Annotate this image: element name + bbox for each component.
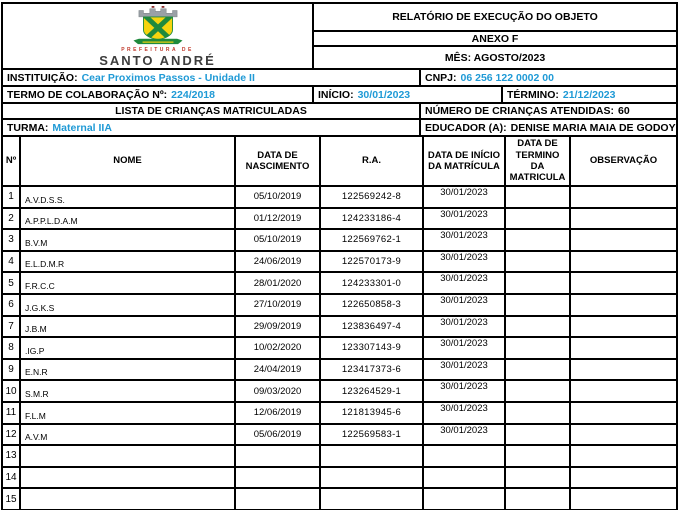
cell-number: 3 [3, 230, 21, 250]
cell-name: J.G.K.S [21, 295, 236, 315]
logo-cell [3, 4, 314, 68]
title-block [314, 4, 676, 68]
cell-observation [571, 209, 676, 229]
table-header-row [3, 137, 676, 187]
agreement-field [3, 87, 314, 102]
cell-ra: 122570173-9 [321, 252, 424, 272]
cell-birthdate: 12/06/2019 [236, 403, 321, 423]
cell-name: F.L.M [21, 403, 236, 423]
cell-observation [571, 360, 676, 380]
cell-birthdate: 05/10/2019 [236, 230, 321, 250]
end-value: 21/12/2023 [562, 88, 616, 101]
table-row [3, 338, 676, 360]
educator-field [421, 120, 676, 135]
class-field [3, 120, 421, 135]
cell-birthdate: 10/02/2020 [236, 338, 321, 358]
educator-label: EDUCADOR (A): [425, 121, 507, 134]
cell-enroll-end [506, 468, 571, 488]
table-row [3, 468, 676, 490]
cell-number: 10 [3, 381, 21, 401]
end-field [503, 87, 676, 102]
educator-value: DENISE MARIA MAIA DE GODOY [510, 121, 676, 134]
header-birthdate: DATA DE NASCIMENTO [236, 137, 321, 185]
cell-number: 11 [3, 403, 21, 423]
cell-enroll-end [506, 209, 571, 229]
class-row [3, 120, 676, 137]
table-row [3, 360, 676, 382]
cell-enroll-end [506, 317, 571, 337]
cell-enroll-end [506, 338, 571, 358]
cell-enroll-start: 30/01/2023 [424, 317, 506, 337]
cell-enroll-start: 30/01/2023 [424, 403, 506, 423]
cell-ra: 122650858-3 [321, 295, 424, 315]
institution-value: Cear Proximos Passos - Unidade II [81, 71, 255, 84]
cell-birthdate: 05/10/2019 [236, 187, 321, 207]
cell-name: E.L.D.M.R [21, 252, 236, 272]
cell-name: S.M.R [21, 381, 236, 401]
cell-observation [571, 468, 676, 488]
cell-enroll-end [506, 381, 571, 401]
cell-name [21, 468, 236, 488]
table-row [3, 187, 676, 209]
cell-ra: 123417373-6 [321, 360, 424, 380]
cell-observation [571, 381, 676, 401]
cell-enroll-end [506, 295, 571, 315]
cell-observation [571, 403, 676, 423]
cell-enroll-start: 30/01/2023 [424, 338, 506, 358]
cell-enroll-start: 30/01/2023 [424, 209, 506, 229]
list-title-row [3, 104, 676, 120]
table-row [3, 252, 676, 274]
cell-ra: 124233186-4 [321, 209, 424, 229]
table-row [3, 209, 676, 231]
cell-enroll-end [506, 187, 571, 207]
table-row [3, 317, 676, 339]
table-row [3, 295, 676, 317]
cell-ra: 122569583-1 [321, 425, 424, 445]
list-title: LISTA DE CRIANÇAS MATRICULADAS [3, 104, 421, 118]
cell-enroll-start: 30/01/2023 [424, 230, 506, 250]
cell-observation [571, 187, 676, 207]
cell-enroll-start: 30/01/2023 [424, 252, 506, 272]
cell-observation [571, 338, 676, 358]
cell-name [21, 446, 236, 466]
class-value: Maternal IIA [52, 121, 112, 134]
cell-observation [571, 425, 676, 445]
cell-enroll-end [506, 360, 571, 380]
cell-observation [571, 317, 676, 337]
cell-observation [571, 446, 676, 466]
cell-name: A.P.P.L.D.A.M [21, 209, 236, 229]
cell-ra [321, 468, 424, 488]
header-ra: R.A. [321, 137, 424, 185]
table-row [3, 446, 676, 468]
cell-birthdate: 29/09/2019 [236, 317, 321, 337]
cell-number: 7 [3, 317, 21, 337]
cell-number: 12 [3, 425, 21, 445]
cell-ra: 122569242-8 [321, 187, 424, 207]
cell-birthdate [236, 468, 321, 488]
table-row [3, 381, 676, 403]
agreement-value: 224/2018 [171, 88, 215, 101]
cell-observation [571, 295, 676, 315]
institution-field [3, 70, 421, 85]
cell-birthdate: 01/12/2019 [236, 209, 321, 229]
cell-enroll-end [506, 489, 571, 509]
cell-name [21, 489, 236, 509]
table-row [3, 273, 676, 295]
cell-number: 2 [3, 209, 21, 229]
month-label: MÊS: AGOSTO/2023 [444, 51, 546, 64]
annex-label: ANEXO F [314, 32, 676, 47]
cell-enroll-start: 30/01/2023 [424, 360, 506, 380]
cell-enroll-end [506, 446, 571, 466]
header-number: Nº [3, 137, 21, 185]
children-count-field [421, 104, 676, 118]
cell-enroll-start: 30/01/2023 [424, 381, 506, 401]
table-body [3, 187, 676, 510]
cell-ra: 123264529-1 [321, 381, 424, 401]
cell-enroll-start [424, 446, 506, 466]
cell-ra: 122569762-1 [321, 230, 424, 250]
cell-ra: 124233301-0 [321, 273, 424, 293]
cell-observation [571, 489, 676, 509]
cell-observation [571, 273, 676, 293]
start-value: 30/01/2023 [357, 88, 411, 101]
cell-number: 15 [3, 489, 21, 509]
start-field [314, 87, 503, 102]
cell-ra: 123307143-9 [321, 338, 424, 358]
cell-name: .IG.P [21, 338, 236, 358]
cell-number: 13 [3, 446, 21, 466]
cell-name: B.V.M [21, 230, 236, 250]
cell-observation [571, 252, 676, 272]
cell-birthdate: 24/06/2019 [236, 252, 321, 272]
cell-birthdate: 05/06/2019 [236, 425, 321, 445]
cell-enroll-end [506, 273, 571, 293]
report-form [1, 2, 678, 510]
report-title: RELATÓRIO DE EXECUÇÃO DO OBJETO [314, 4, 676, 32]
children-count-label: NÚMERO DE CRIANÇAS ATENDIDAS: [425, 105, 614, 117]
cell-enroll-start: 30/01/2023 [424, 425, 506, 445]
cell-enroll-start [424, 468, 506, 488]
cell-enroll-end [506, 403, 571, 423]
cell-birthdate: 28/01/2020 [236, 273, 321, 293]
cell-name: E.N.R [21, 360, 236, 380]
header-observation: OBSERVAÇÃO [589, 155, 658, 167]
cell-name: F.R.C.C [21, 273, 236, 293]
class-label: TURMA: [7, 121, 49, 134]
cell-enroll-end [506, 425, 571, 445]
cnpj-value: 06 256 122 0002 00 [460, 71, 554, 84]
top-section [3, 4, 676, 70]
cell-name: J.B.M [21, 317, 236, 337]
cell-birthdate: 24/04/2019 [236, 360, 321, 380]
cell-birthdate: 27/10/2019 [236, 295, 321, 315]
cell-ra [321, 446, 424, 466]
header-name: NOME [21, 137, 236, 185]
cell-enroll-start: 30/01/2023 [424, 273, 506, 293]
agreement-row [3, 87, 676, 104]
children-count-value: 60 [618, 105, 630, 117]
cell-observation [571, 230, 676, 250]
table-row [3, 489, 676, 510]
cell-ra: 121813945-6 [321, 403, 424, 423]
institution-row [3, 70, 676, 87]
cell-enroll-start: 30/01/2023 [424, 187, 506, 207]
agreement-label: TERMO DE COLABORAÇÃO Nº: [7, 88, 168, 101]
cell-number: 5 [3, 273, 21, 293]
header-enroll-end: DATA DE TERMINO DA MATRICULA [506, 137, 571, 185]
cell-enroll-start: 30/01/2023 [424, 295, 506, 315]
logo-prefeitura-text: PREFEITURA DE [121, 47, 194, 53]
cnpj-field [421, 70, 676, 85]
santo-andre-coat-of-arms-icon [123, 6, 193, 46]
cell-ra: 123836497-4 [321, 317, 424, 337]
cell-number: 8 [3, 338, 21, 358]
cnpj-label: CNPJ: [425, 71, 457, 84]
table-row [3, 230, 676, 252]
cell-enroll-end [506, 252, 571, 272]
cell-ra [321, 489, 424, 509]
cell-number: 9 [3, 360, 21, 380]
cell-number: 4 [3, 252, 21, 272]
table-row [3, 425, 676, 447]
institution-label: INSTITUIÇÃO: [7, 71, 78, 84]
cell-number: 14 [3, 468, 21, 488]
cell-number: 6 [3, 295, 21, 315]
header-enroll-start: DATA DE INÍCIO DA MATRÍCULA [424, 137, 506, 185]
end-label: TÉRMINO: [507, 88, 559, 101]
cell-name: A.V.D.S.S. [21, 187, 236, 207]
cell-birthdate [236, 489, 321, 509]
cell-enroll-start [424, 489, 506, 509]
start-label: INÍCIO: [318, 88, 354, 101]
logo-santo-andre-text: SANTO ANDRÉ [99, 53, 216, 68]
cell-birthdate: 09/03/2020 [236, 381, 321, 401]
cell-birthdate [236, 446, 321, 466]
cell-enroll-end [506, 230, 571, 250]
cell-name: A.V.M [21, 425, 236, 445]
cell-number: 1 [3, 187, 21, 207]
table-row [3, 403, 676, 425]
